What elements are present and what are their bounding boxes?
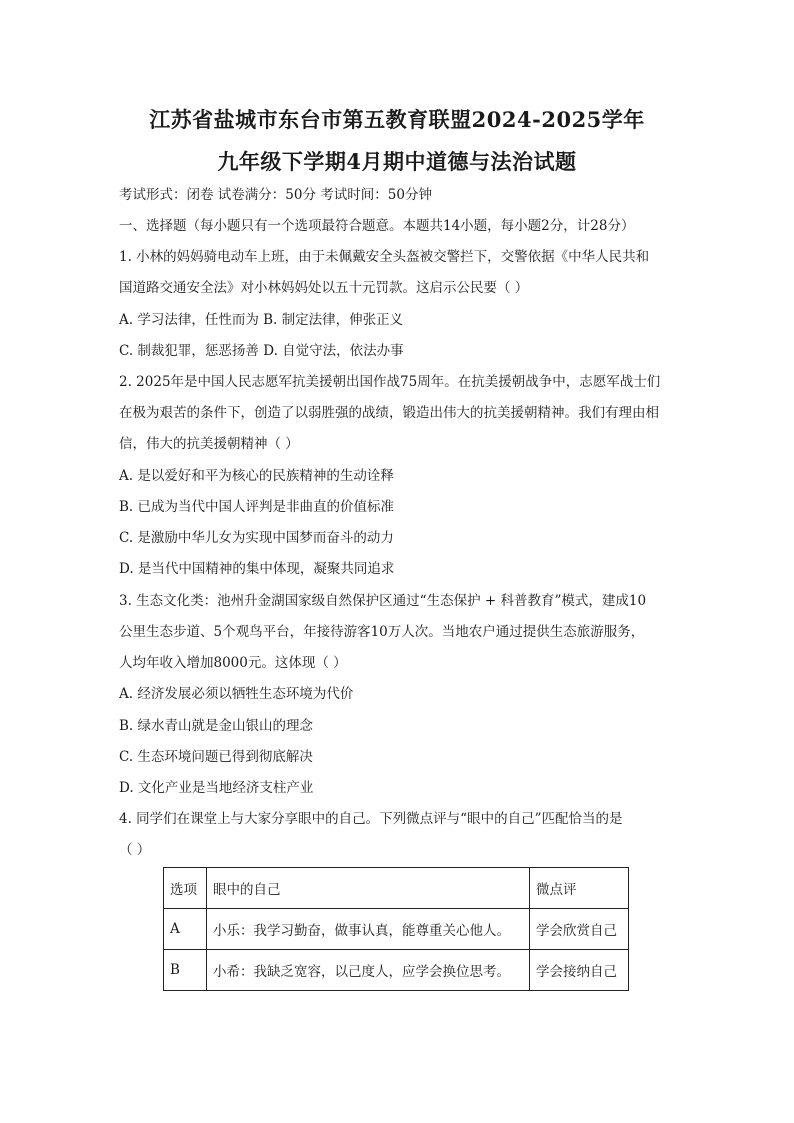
question-3-option-d: D. 文化产业是当地经济支柱产业: [119, 780, 314, 796]
question-4-stem-line-1: 4. 同学们在课堂上与大家分享眼中的自己。下列微点评与“眼中的自己”匹配恰当的是: [119, 811, 623, 827]
question-3-stem-line-1: 3. 生态文化类：池州升金湖国家级自然保护区通过“生态保护 + 科普教育”模式，建成10: [119, 593, 647, 609]
question-4-table: [163, 867, 629, 991]
question-1-stem-line-2: 国道路交通安全法》对小林妈妈处以五十元罚款。这启示公民要（ ）: [119, 280, 529, 296]
section-heading: 一、选择题（每小题只有一个选项最符合题意。本题共14小题，每小题2分，计28分）: [119, 218, 635, 234]
question-4-stem-line-2: （ ）: [119, 842, 151, 858]
table-cell: A: [164, 909, 207, 950]
question-1-stem-line-1: 1. 小林的妈妈骑电动车上班，由于未佩戴安全头盔被交警拦下，交警依据《中华人民共和: [119, 249, 650, 265]
table-row: [164, 950, 629, 991]
table-header-cell: 选项: [164, 868, 207, 909]
question-3-option-b: B. 绿水青山就是金山银山的理念: [119, 718, 314, 734]
table-cell: 小希：我缺乏宽容，以己度人，应学会换位思考。: [207, 950, 530, 991]
table-cell: B: [164, 950, 207, 991]
question-2-option-b: B. 已成为当代中国人评判是非曲直的价值标准: [119, 499, 395, 515]
question-2-stem-line-3: 信，伟大的抗美援朝精神（ ）: [119, 436, 299, 452]
table-cell: 学会接纳自己: [530, 950, 629, 991]
question-3-stem-line-2: 公里生态步道、5个观鸟平台，年接待游客10万人次。当地农户通过提供生态旅游服务，: [119, 624, 645, 640]
question-2-option-d: D. 是当代中国精神的集中体现，凝聚共同追求: [119, 561, 395, 577]
table-header-cell: 眼中的自己: [207, 868, 530, 909]
page-title-line1: 江苏省盐城市东台市第五教育联盟2024-2025学年: [149, 107, 645, 132]
page-title-line2: 九年级下学期4月期中道德与法治试题: [217, 149, 577, 174]
question-3-option-c: C. 生态环境问题已得到彻底解决: [119, 749, 313, 765]
question-1-options-line-2: C. 制裁犯罪，惩恶扬善 D. 自觉守法，依法办事: [119, 343, 404, 359]
table-header-row: [164, 868, 629, 909]
table-cell: 学会欣赏自己: [530, 909, 629, 950]
question-2-option-c: C. 是激励中华儿女为实现中国梦而奋斗的动力: [119, 530, 394, 546]
exam-info: 考试形式：闭卷 试卷满分：50分 考试时间：50分钟: [119, 187, 432, 203]
table-row: [164, 909, 629, 950]
question-2-option-a: A. 是以爱好和平为核心的民族精神的生动诠释: [119, 468, 394, 484]
question-2-stem-line-1: 2. 2025年是中国人民志愿军抗美援朝出国作战75周年。在抗美援朝战争中，志愿军战士们: [119, 374, 661, 390]
question-1-options-line-1: A. 学习法律，任性而为 B. 制定法律，伸张正义: [119, 312, 404, 328]
table-cell: 小乐：我学习勤奋，做事认真，能尊重关心他人。: [207, 909, 530, 950]
question-3-option-a: A. 经济发展必须以牺牲生态环境为代价: [119, 686, 354, 702]
question-3-stem-line-3: 人均年收入增加8000元。这体现（ ）: [119, 655, 347, 671]
table-header-cell: 微点评: [530, 868, 629, 909]
question-2-stem-line-2: 在极为艰苦的条件下，创造了以弱胜强的战绩，锻造出伟大的抗美援朝精神。我们有理由相: [119, 405, 659, 421]
